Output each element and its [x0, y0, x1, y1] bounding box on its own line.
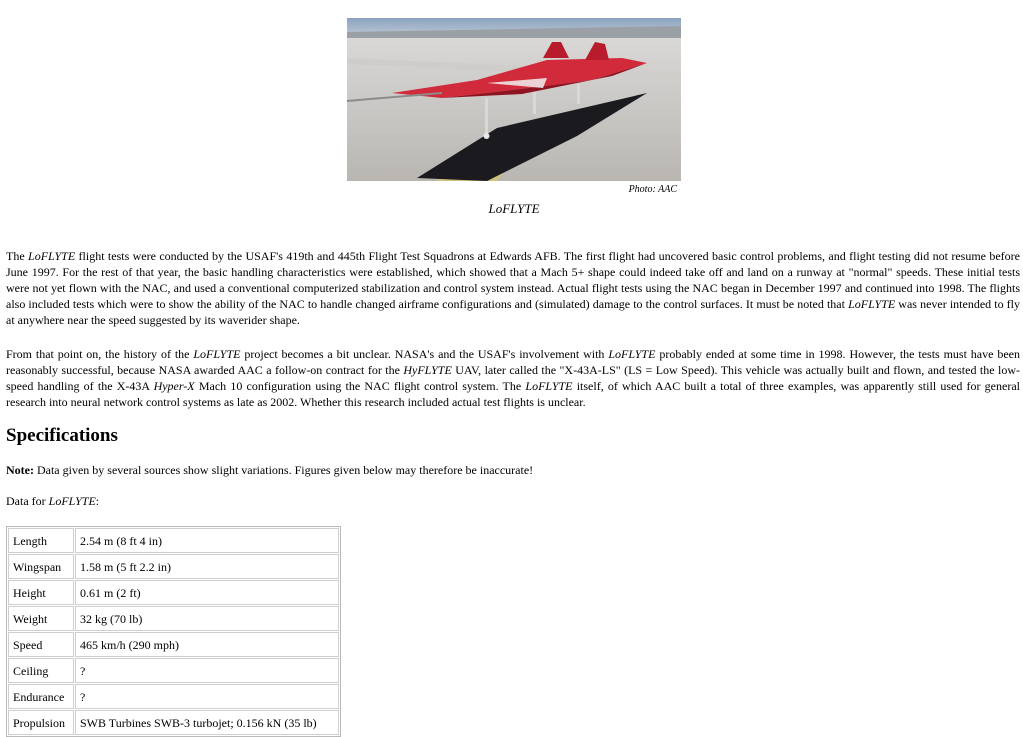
table-row [8, 554, 339, 579]
spec-value: 465 km/h (290 mph) [75, 632, 339, 657]
text-run: was never intended to fly at anywhere near the speed suggested by its waverider shape. [6, 297, 1021, 327]
text-run: Mach 10 configuration using the NAC flight control system. The [194, 379, 526, 393]
italic-term: LoFLYTE [608, 347, 656, 361]
italic-term: LoFLYTE [193, 347, 241, 361]
table-row [8, 580, 339, 605]
italic-term: LoFLYTE [28, 249, 76, 263]
data-for-suffix: : [95, 494, 100, 508]
table-row [8, 684, 339, 709]
spec-label: Weight [8, 606, 74, 631]
photo-figure [347, 18, 681, 216]
spec-value: 2.54 m (8 ft 4 in) [75, 528, 339, 553]
text-run: probably ended at some time in 1998. However, the tests must have been reasonably successful, because NASA awarded AAC a follow-on contract for the [6, 347, 1020, 377]
spec-label: Speed [8, 632, 74, 657]
data-note [6, 462, 533, 478]
spec-label: Ceiling [8, 658, 74, 683]
text-run: From that point on, the history of the [6, 347, 194, 361]
photo-credit: Photo: AAC [628, 184, 677, 195]
text-run: flight tests were conducted by the USAF's 419th and 445th Flight Test Squadrons at Edwards AFB. The first flight had uncovered basic control problems, and flight testing did not resume before June 1997. For the rest of that year, the basic handling characteristics were established, which showed that a Mach 5+ shape could indeed take off and land on a runway at "normal" speeds. These initial tests were not yet flown with the NAC, and used a conventional computerized stabilization and control system instead. Actual flight tests using the NAC began in December 1997 and continued into 1998. The flights also included tests which were to show the ability of the NAC to handle changed airframe configurations and (simulated) damage to the control surfaces. It must be noted that [6, 249, 1020, 311]
specifications-table [6, 526, 341, 737]
specifications-heading: Specifications [6, 425, 118, 446]
history-paragraph-2 [6, 346, 1020, 410]
spec-label: Wingspan [8, 554, 74, 579]
spec-value: 1.58 m (5 ft 2.2 in) [75, 554, 339, 579]
text-run: UAV, later called the "X-43A-LS" (LS = Low Speed). This vehicle was actually built and flown, and tested the low-speed handling of the X-43A [6, 363, 1020, 393]
spec-value: SWB Turbines SWB-3 turbojet; 0.156 kN (35 lb) [75, 710, 339, 735]
italic-term: HyFLYTE [403, 363, 452, 377]
spec-value: 0.61 m (2 ft) [75, 580, 339, 605]
aircraft-photo [347, 18, 681, 181]
spec-value: 32 kg (70 lb) [75, 606, 339, 631]
table-row [8, 710, 339, 735]
table-row [8, 632, 339, 657]
note-label: Note: [6, 463, 34, 477]
spec-label: Endurance [8, 684, 74, 709]
table-row [8, 606, 339, 631]
table-row [8, 528, 339, 553]
text-run: project becomes a bit unclear. NASA's and the USAF's involvement with [240, 347, 609, 361]
history-paragraph-1 [6, 248, 1020, 328]
data-for-prefix: Data for [6, 494, 49, 508]
spec-label: Length [8, 528, 74, 553]
note-text: Data given by several sources show slight variations. Figures given below may therefore be inaccurate! [33, 463, 534, 477]
italic-term: Hyper-X [153, 379, 195, 393]
spec-value: ? [75, 658, 339, 683]
italic-term: LoFLYTE [525, 379, 573, 393]
spec-label: Propulsion [8, 710, 74, 735]
italic-term: LoFLYTE [848, 297, 896, 311]
photo-caption: LoFLYTE [488, 201, 540, 216]
data-for-line [6, 493, 99, 509]
data-for-name: LoFLYTE [48, 494, 96, 508]
spec-label: Height [8, 580, 74, 605]
text-run: itself, of which AAC built a total of three examples, was apparently still used for general research into neural network control systems as late as 2002. Whether this research included actual test flights is unclear. [6, 379, 1020, 409]
text-run: The [6, 249, 29, 263]
spec-value: ? [75, 684, 339, 709]
table-row [8, 658, 339, 683]
